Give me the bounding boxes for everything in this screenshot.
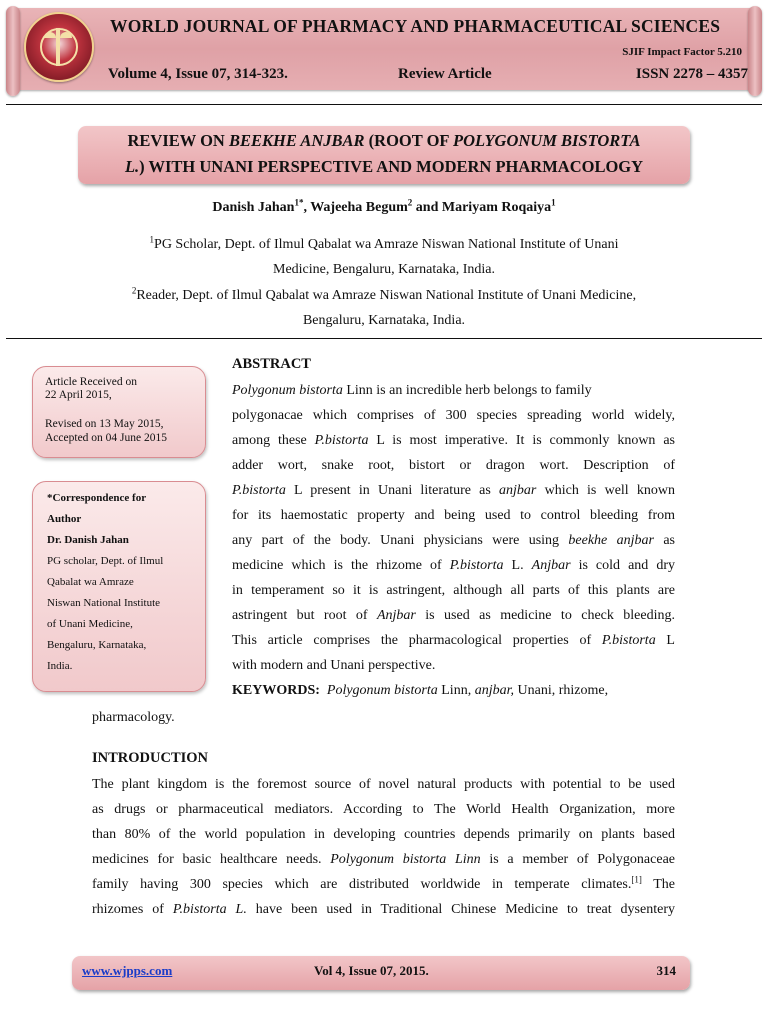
keywords-continued: pharmacology. bbox=[92, 710, 175, 725]
received-label: Article Received on bbox=[45, 376, 137, 388]
correspondence-address-line: Bengaluru, Karnataka, bbox=[47, 639, 147, 651]
abstract-line: among these P.bistorta L is most imperative. It is commonly known as bbox=[232, 433, 675, 448]
logo-wing-left bbox=[44, 32, 56, 38]
abstract-line: P.bistorta L present in Unani literature as anjbar which is well known bbox=[232, 483, 676, 498]
affiliation-1: $^1$PG Scholar, Dept. of Ilmul Qabalat wa Amraze Niswan National Institute of Unani Medicine, Bengaluru, Karnataka, India. bbox=[149, 234, 619, 277]
abstract-line: astringent but root of Anjbar is used as medicine to check bleeding. bbox=[232, 608, 675, 623]
correspondence-heading: *Correspondence for bbox=[47, 492, 147, 504]
author-name: Danish Jahan bbox=[212, 200, 295, 215]
article-dates-box bbox=[32, 366, 206, 458]
author-list: Danish Jahan$^{1*}$, Wajeeha Begum$^2$ and Mariyam Roqaiya$^1$ bbox=[212, 197, 556, 215]
correspondence-box bbox=[32, 481, 206, 692]
footer-volume: Vol 4, Issue 07, 2015. bbox=[314, 963, 429, 978]
issn: ISSN 2278 – 4357 bbox=[635, 66, 748, 82]
abstract-line: Polygonum bistorta Linn is an incredible herb belongs to family bbox=[232, 383, 592, 398]
keywords-line: KEYWORDS: Polygonum bistorta Linn, anjbar, Unani, rhizome, bbox=[232, 683, 609, 698]
header-rule bbox=[6, 104, 762, 105]
article-title-line-2: L.) WITH UNANI PERSPECTIVE AND MODERN PHARMACOLOGY bbox=[124, 157, 644, 176]
intro-line: The plant kingdom is the foremost source of novel natural products with potential to be used bbox=[92, 777, 675, 792]
abstract-heading: ABSTRACT bbox=[232, 356, 311, 372]
received-date: 22 April 2015, bbox=[45, 389, 112, 401]
author-name: Wajeeha Begum bbox=[310, 200, 408, 215]
keywords-label: KEYWORDS: bbox=[232, 683, 320, 698]
abstract-line: for its haemostatic property and being used to control bleeding from bbox=[232, 508, 675, 523]
article-type: Review Article bbox=[398, 66, 492, 82]
correspondence-name: Dr. Danish Jahan bbox=[47, 534, 129, 546]
caduceus-icon bbox=[56, 28, 60, 66]
section-rule bbox=[6, 338, 762, 339]
correspondence-heading-2: Author bbox=[47, 513, 82, 525]
page-footer bbox=[72, 956, 690, 990]
intro-line: as drugs or pharmaceutical mediators. According to The World Health Organization, more bbox=[92, 802, 675, 817]
impact-factor: SJIF Impact Factor 5.210 bbox=[622, 46, 742, 58]
abstract-line: any part of the body. Unani physicians were using beekhe anjbar as bbox=[232, 533, 675, 548]
abstract-line: polygonacae which comprises of 300 species spreading world widely, bbox=[232, 408, 675, 423]
banner-scroll-left bbox=[6, 6, 20, 96]
abstract-line: adder wort, snake root, bistort or dragon wort. Description of bbox=[232, 458, 675, 473]
abstract-line: This article comprises the pharmacological properties of P.bistorta L bbox=[232, 633, 675, 648]
abstract-line: in temperament so it is astringent, although all parts of this plants are bbox=[232, 583, 675, 598]
correspondence-address-line: India. bbox=[47, 660, 73, 672]
affiliation-2: $^2$Reader, Dept. of Ilmul Qabalat wa Amraze Niswan National Institute of Unani Medicine, Bengaluru, Karnataka, India. bbox=[131, 285, 637, 328]
journal-title: WORLD JOURNAL OF PHARMACY AND PHARMACEUTICAL SCIENCES bbox=[110, 16, 721, 36]
introduction-heading: INTRODUCTION bbox=[92, 750, 209, 766]
intro-line: medicines for basic healthcare needs. Polygonum bistorta Linn is a member of Polygonaceae bbox=[92, 852, 676, 867]
journal-logo bbox=[24, 12, 94, 82]
abstract-line: with modern and Unani perspective. bbox=[232, 658, 436, 673]
author-name: Mariyam Roqaiya bbox=[441, 200, 552, 215]
intro-line: rhizomes of P.bistorta L. have been used in Traditional Chinese Medicine to treat dysentery bbox=[92, 902, 675, 917]
accepted-date: Accepted on 04 June 2015 bbox=[45, 432, 167, 444]
article-title-box bbox=[78, 126, 690, 184]
correspondence-address-line: PG scholar, Dept. of Ilmul bbox=[47, 555, 164, 567]
journal-header-banner bbox=[6, 2, 762, 96]
abstract-line: medicine which is the rhizome of P.bistorta L. Anjbar is cold and dry bbox=[232, 558, 675, 573]
page-number: 314 bbox=[656, 963, 676, 978]
logo-wing-right bbox=[60, 32, 72, 38]
correspondence-address-line: of Unani Medicine, bbox=[47, 618, 133, 630]
banner-scroll-right bbox=[748, 6, 762, 96]
intro-line: family having 300 species which are distributed worldwide in temperate climates.[1] The bbox=[92, 874, 675, 892]
volume-issue: Volume 4, Issue 07, 314-323. bbox=[108, 66, 288, 82]
intro-line: than 80% of the world population in developing countries depends primarily on plants based bbox=[92, 827, 675, 842]
article-title-line-1: REVIEW ON BEEKHE ANJBAR (ROOT OF POLYGONUM BISTORTA bbox=[127, 131, 641, 150]
journal-website-link[interactable]: www.wjpps.com bbox=[82, 963, 173, 978]
correspondence-address-line: Niswan National Institute bbox=[47, 597, 161, 609]
revised-date: Revised on 13 May 2015, bbox=[45, 418, 164, 430]
correspondence-address-line: Qabalat wa Amraze bbox=[47, 576, 134, 588]
